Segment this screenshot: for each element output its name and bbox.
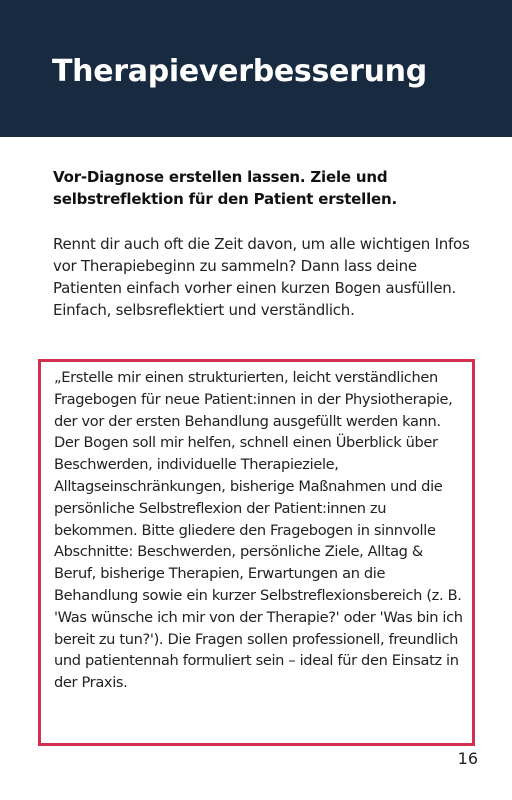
page-title: Therapieverbesserung bbox=[52, 54, 427, 89]
prompt-box bbox=[38, 359, 475, 746]
intro-paragraph: Rennt dir auch oft die Zeit davon, um alle wichtigen Infos vor Therapiebeginn zu sammeln? Dann lass deine Patienten einfach vorher einen kurzen Bogen ausfüllen. Einfach, selbsreflektiert und verständlich. bbox=[53, 235, 470, 319]
page-number: 16 bbox=[457, 749, 478, 768]
section-subtitle: Vor-Diagnose erstellen lassen. Ziele und selbstreflektion für den Patient erstellen. bbox=[53, 168, 397, 208]
prompt-text: „Erstelle mir einen strukturierten, leicht verständlichen Fragebogen für neue Patient:innen in der Physiotherapie, der vor der ersten Behandlung ausgefüllt werden kann. Der Bogen soll mir helfen, schnell einen Überblick über Beschwerden, individuelle Therapieziele, Alltagseinschränkungen, bisherige Maßnahmen und die persönliche Selbstreflexion der Patient:innen zu bekommen. Bitte gliedere den Fragebogen in sinnvolle Abschnitte: Beschwerden, persönliche Ziele, Alltag & Beruf, bisherige Therapien, Erwartungen an die Behandlung sowie ein kurzer Selbstreflexionsbereich (z. B. 'Was wünsche ich mir von der Therapie?' oder 'Was bin ich bereit zu tun?'). Die Fragen sollen professionell, freundlich und patientennah formuliert sein – ideal für den Einsatz in der Praxis. bbox=[54, 369, 463, 692]
page-header bbox=[0, 0, 512, 137]
